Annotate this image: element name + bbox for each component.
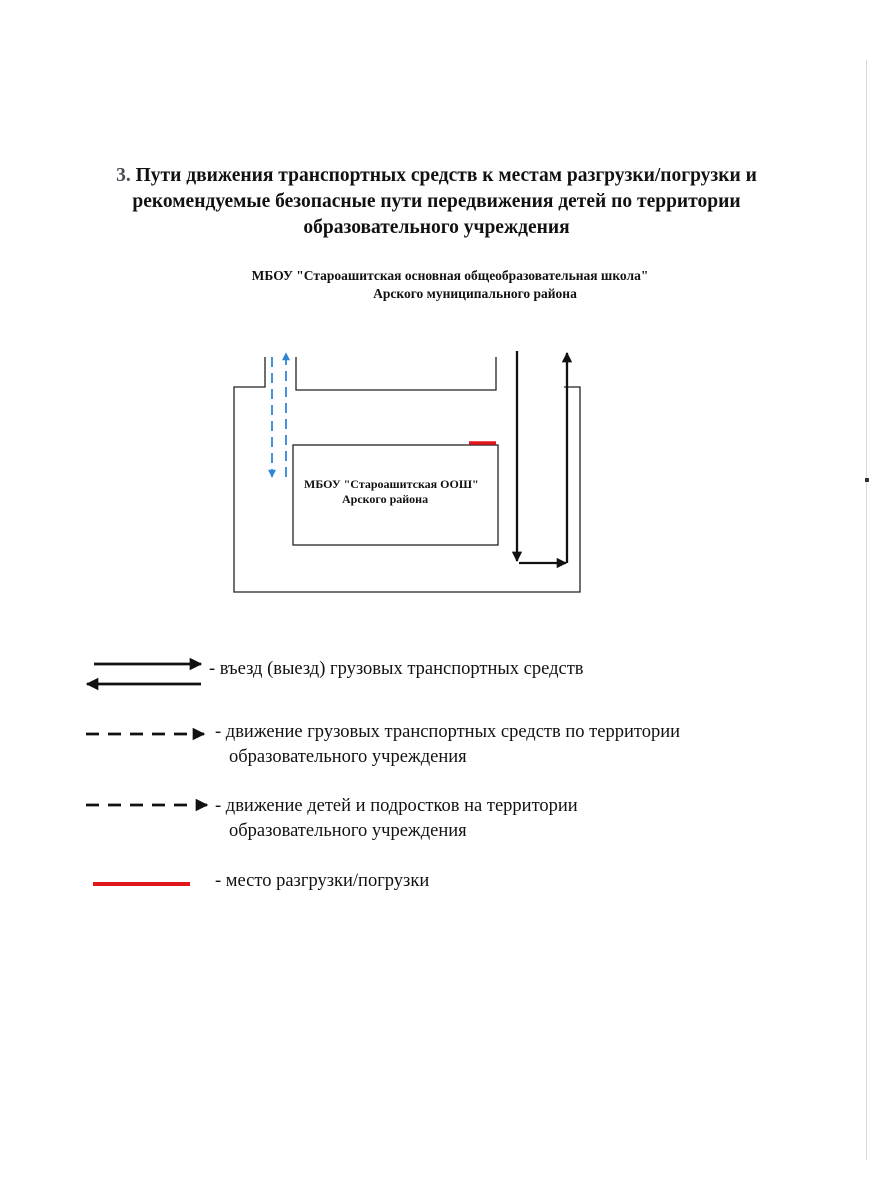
building-label-line-1: МБОУ "Староашитская ООШ" [304, 477, 479, 491]
legend-item-truck-entry-exit: - въезд (выезд) грузовых транспортных средств [209, 659, 584, 679]
heading-line-3: образовательного учреждения [303, 217, 570, 238]
legend-item-children-movement: - движение детей и подростков на территории образовательного учреждения [215, 796, 578, 841]
legend-item-unloading-place: - место разгрузки/погрузки [215, 871, 430, 891]
heading-number: 3. [116, 165, 131, 186]
building-label-line-2: Арского района [342, 492, 429, 506]
legend-item-truck-movement: - движение грузовых транспортных средств по территории образовательного учреждения [215, 722, 680, 767]
school-caption-line-2: Арского муниципального района [373, 286, 577, 301]
heading-line-2: рекомендуемые безопасные пути передвижения детей по территории [132, 191, 741, 212]
school-caption-line-1: МБОУ "Староашитская основная общеобразовательная школа" [251, 268, 649, 283]
building-label [304, 477, 479, 507]
scan-edge-line [866, 60, 867, 1160]
heading-line-1: 3. Пути движения транспортных средств к местам разгрузки/погрузки и [116, 165, 757, 186]
scan-dot [865, 478, 869, 482]
